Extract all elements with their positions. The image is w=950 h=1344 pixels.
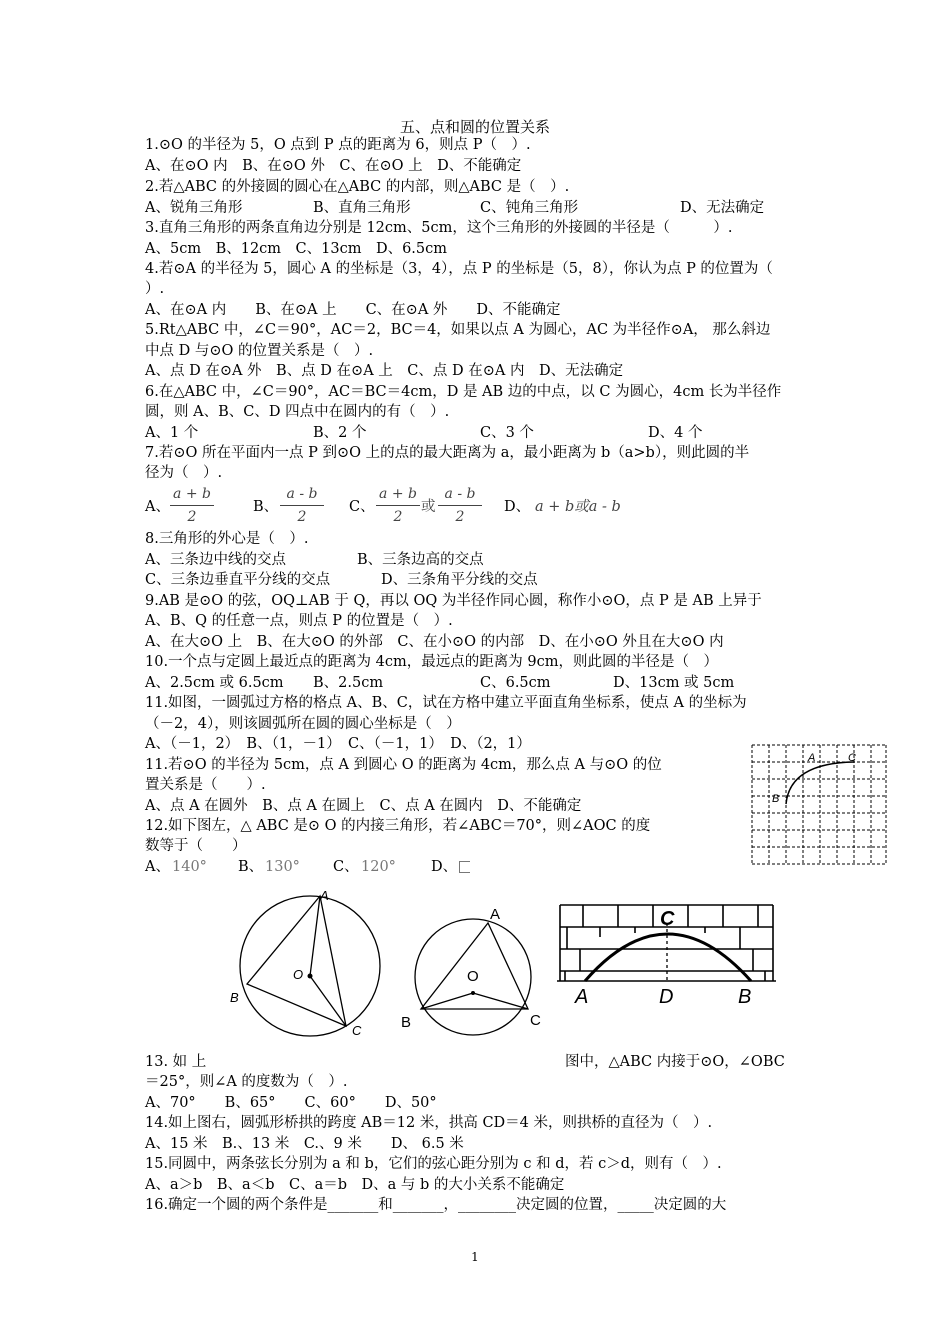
q7-option-a-label: A、: [145, 499, 170, 515]
grid-arc-figure: [750, 743, 890, 868]
page-title: 五、点和圆的位置关系: [399, 118, 550, 136]
q3-options: A、5cm B、12cm C、13cm D、6.5cm: [145, 241, 448, 257]
q7-option-d-label: D、: [504, 499, 531, 515]
fig-left-label-b: B: [230, 990, 239, 1005]
q13-text-cont: ＝25°，则∠A 的度数为（ ）.: [145, 1074, 348, 1090]
bridge-label-d: D: [659, 986, 674, 1008]
q15-options: A、a＞b B、a＜b C、a＝b D、a 与 b 的大小关系不能确定: [145, 1177, 565, 1193]
q14-text: 14.如上图右，圆弧形桥拱的跨度 AB＝12 米，拱高 CD＝4 米，则拱桥的直径为（ ）.: [145, 1115, 713, 1131]
q6-text-cont: 圆，则 A、B、C、D 四点中在圆内的有（ ）.: [145, 404, 450, 420]
q7-option-d-expr: a + b或a - b: [535, 499, 621, 515]
fraction-denominator: 2: [297, 509, 307, 525]
q10-option-b: B、2.5cm: [313, 675, 384, 691]
q2-option-b: B、直角三角形: [313, 200, 411, 216]
q6-option-b: B、2 个: [313, 425, 367, 441]
q11a-text: 11.如图，一圆弧过方格的格点 A、B、C，试在方格中建立平面直角坐标系，使点 A 的坐标为: [145, 695, 747, 711]
inscribed-triangle-figure-left: [225, 882, 395, 1042]
q6-option-d: D、4 个: [648, 425, 703, 441]
q11a-options: A、（－1，2） B、（1，－1） C、（－1，1） D、（2，1）: [145, 736, 531, 752]
fig-left-label-o: O: [293, 967, 304, 982]
fraction-numerator: a - b: [444, 486, 476, 502]
q2-option-c: C、钝角三角形: [480, 200, 579, 216]
q7-option-b-fraction: [280, 485, 324, 526]
fraction-numerator: a + b: [173, 486, 211, 502]
q6-option-a: A、1 个: [145, 425, 199, 441]
q8-option-d: D、三条角平分线的交点: [381, 572, 538, 588]
q7-text: 7.若⊙O 所在平面内一点 P 到⊙O 上的点的最大距离为 a，最小距离为 b（a>b），则此圆的半: [145, 445, 750, 461]
q7-option-b-label: B、: [253, 499, 279, 515]
q9-text: 9.AB 是⊙O 的弦，OQ⊥AB 于 Q，再以 OQ 为半径作同心圆，称作小⊙O，点 P 是 AB 上异于: [145, 593, 762, 609]
grid-label-a: A: [808, 752, 816, 764]
q10-option-a: A、2.5cm 或 6.5cm: [145, 675, 284, 691]
q10-option-d: D、13cm 或 5cm: [613, 675, 735, 691]
bridge-label-c: C: [660, 908, 675, 930]
q11b-text-cont: 置关系是（ ）.: [145, 777, 266, 793]
inscribed-triangle-figure-middle: [398, 905, 548, 1040]
q9-options: A、在大⊙O 上 B、在大⊙O 的外部 C、在小⊙O 的内部 D、在小⊙O 外且在大⊙O 内: [145, 634, 724, 650]
q7-option-c-fraction-1: [376, 485, 420, 526]
q16-text: 16.确定一个圆的两个条件是_______和_______，________决定圆的位置，_____决定圆的大: [145, 1197, 727, 1213]
q12-option-b: B、: [238, 859, 264, 875]
q12-option-b-value: 130°: [265, 859, 300, 875]
q7-option-c-label: C、: [349, 499, 375, 515]
q12-option-a: A、: [145, 859, 170, 875]
q6-option-c: C、3 个: [480, 425, 534, 441]
q7-option-c-or: 或: [421, 499, 436, 515]
q6-text: 6.在△ABC 中，∠C＝90°，AC＝BC＝4cm，D 是 AB 边的中点，以 C 为圆心，4cm 长为半径作: [145, 384, 782, 400]
fraction-denominator: 2: [393, 509, 403, 525]
q12-option-d: D、: [431, 859, 458, 875]
q7-option-c-fraction-2: [438, 485, 482, 526]
q4-text: 4.若⊙A 的半径为 5，圆心 A 的坐标是（3，4），点 P 的坐标是（5，8），你认为点 P 的位置为（: [145, 261, 773, 277]
fig-left-label-c: C: [352, 1023, 362, 1038]
q2-text: 2.若△ABC 的外接圆的圆心在△ABC 的内部，则△ABC 是（ ）.: [145, 179, 570, 195]
q4-options: A、在⊙A 内 B、在⊙A 上 C、在⊙A 外 D、不能确定: [145, 302, 561, 318]
q5-text-cont: 中点 D 与⊙O 的位置关系是（ ）.: [145, 343, 374, 359]
fig-mid-label-a: A: [490, 906, 501, 923]
fig-left-label-a: A: [320, 888, 329, 903]
bridge-arch-figure: [555, 895, 780, 1045]
q12-text: 12.如下图左，△ ABC 是⊙ O 的内接三角形，若∠ABC＝70°，则∠AOC 的度: [145, 818, 651, 834]
q13-text-end: 图中，△ABC 内接于⊙O，∠OBC: [565, 1054, 785, 1070]
fraction-denominator: 2: [455, 509, 465, 525]
grid-label-b: B: [772, 793, 780, 805]
q4-text-cont: ）.: [145, 281, 165, 297]
q13-options: A、70° B、65° C、60° D、50°: [145, 1095, 437, 1111]
fig-mid-label-o: O: [467, 968, 479, 985]
fig-mid-label-b: B: [401, 1014, 412, 1031]
q7-text-cont: 径为（ ）.: [145, 465, 223, 481]
q12-text-cont: 数等于（ ）: [145, 838, 247, 854]
bridge-label-a: A: [575, 986, 589, 1008]
q12-option-a-value: 140°: [172, 859, 207, 875]
q12-option-c-value: 120°: [361, 859, 396, 875]
q2-option-a: A、锐角三角形: [145, 200, 243, 216]
q10-text: 10.一个点与定圆上最近点的距离为 4cm，最远点的距离为 9cm，则此圆的半径是（ ）: [145, 654, 718, 670]
q8-option-c: C、三条边垂直平分线的交点: [145, 572, 331, 588]
q13-text-start: 13. 如 上: [145, 1054, 207, 1070]
bridge-label-b: B: [738, 986, 752, 1008]
fraction-numerator: a + b: [379, 486, 417, 502]
fraction-denominator: 2: [187, 509, 197, 525]
q12-option-c: C、: [333, 859, 359, 875]
q5-text: 5.Rt△ABC 中，∠C＝90°，AC＝2，BC＝4，如果以点 A 为圆心，AC 为半径作⊙A， 那么斜边: [145, 322, 771, 338]
q2-option-d: D、无法确定: [680, 200, 765, 216]
q7-option-a-fraction: [170, 485, 214, 526]
q14-options: A、15 米 B.、13 米 C.、9 米 D、 6.5 米: [145, 1136, 464, 1152]
q8-option-b: B、三条边高的交点: [357, 552, 484, 568]
fig-mid-label-c: C: [530, 1012, 541, 1029]
page-number: 1: [471, 1250, 479, 1264]
q8-text: 8.三角形的外心是（ ）.: [145, 531, 309, 547]
q15-text: 15.同圆中，两条弦长分别为 a 和 b，它们的弦心距分别为 c 和 d，若 c＞d，则有（ ）.: [145, 1156, 722, 1172]
q3-text: 3.直角三角形的两条直角边分别是 12cm、5cm，这个三角形的外接圆的半径是（ ）.: [145, 220, 733, 236]
q11b-options: A、点 A 在圆外 B、点 A 在圆上 C、点 A 在圆内 D、不能确定: [145, 798, 582, 814]
q1-options: A、在⊙O 内 B、在⊙O 外 C、在⊙O 上 D、不能确定: [145, 158, 522, 174]
q8-option-a: A、三条边中线的交点: [145, 552, 286, 568]
broken-image-icon: [459, 861, 470, 873]
q1-text: 1.⊙O 的半径为 5，O 点到 P 点的距离为 6，则点 P（ ）.: [145, 137, 531, 153]
q5-options: A、点 D 在⊙A 外 B、点 D 在⊙A 上 C、点 D 在⊙A 内 D、无法确定: [145, 363, 624, 379]
q9-text-cont: A、B、Q 的任意一点，则点 P 的位置是（ ）.: [145, 613, 453, 629]
q11b-text: 11.若⊙O 的半径为 5cm，点 A 到圆心 O 的距离为 4cm，那么点 A 与⊙O 的位: [145, 757, 662, 773]
grid-label-c: C: [848, 752, 856, 764]
q10-option-c: C、6.5cm: [480, 675, 551, 691]
q11a-text-cont: （－2，4），则该圆弧所在圆的圆心坐标是（ ）: [145, 716, 461, 732]
fraction-numerator: a - b: [286, 486, 318, 502]
